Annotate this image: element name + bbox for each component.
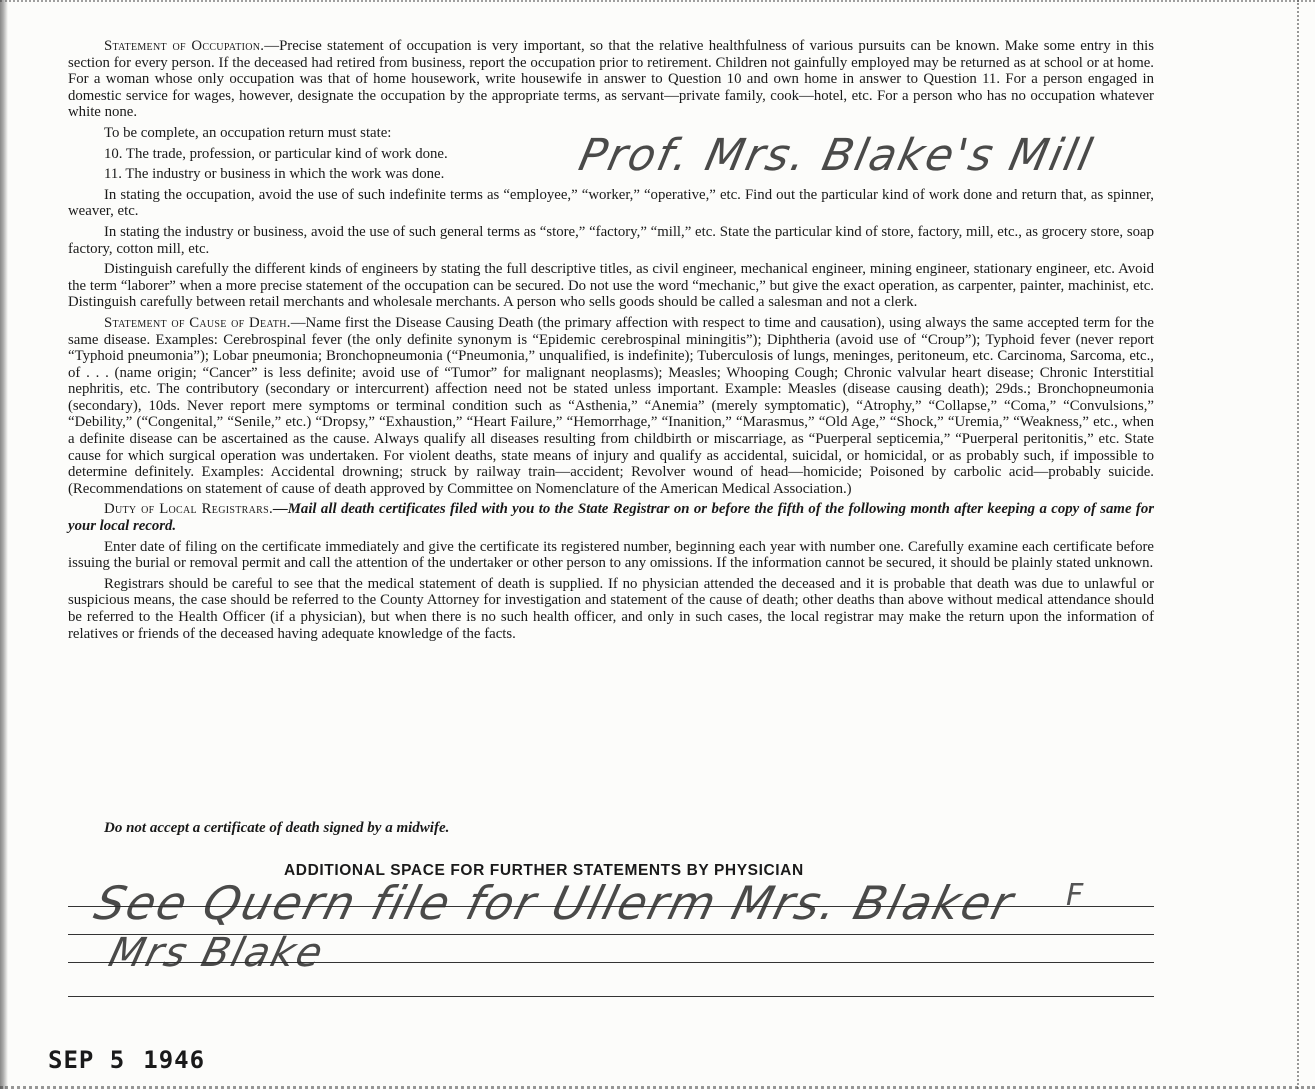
additional-space-heading: ADDITIONAL SPACE FOR FURTHER STATEMENTS BY PHYSICIAN (284, 862, 804, 879)
cause-heading: Statement of Cause of Death. (104, 314, 291, 331)
scan-top-edge (0, 0, 1315, 6)
medical-statement-paragraph: Registrars should be careful to see that the medical statement of death is supplied. If no physician attended the deceased and it is probable that death was due to unlawful or suspicious means, the case should be referred to the County Attorney for investigation and statement of the cause of death; other deaths than above without medical attendance should be referred to the Health Officer (if a physician), but when there is no such health officer, and only in such cases, the local registrar may make the return upon the information of relatives or friends of the deceased having adequate knowledge of the facts. (68, 575, 1154, 642)
occupation-paragraph: Statement of Occupation.—Precise statement of occupation is very important, so that the relative healthfulness of various pursuits can be known. Make some entry in this section for every person. If the deceased had retired from business, report the occupation prior to retirement. Children not gainfully employed may be returned as at school or at home. For a woman whose only occupation was that of home housework, write housewife in answer to Question 10 and own home in answer to Question 11. For a person engaged in domestic service for wages, however, designate the occupation by the appropriate terms, as servant—private family, cook—hotel, etc. For a person who has no occupation whatever white none. (68, 38, 1155, 121)
filing-paragraph: Enter date of filing on the certificate immediately and give the certificate its registered number, beginning each year with number one. Carefully examine each certificate before issuing the burial or removal permit and call the attention of the undertaker or other person to any omissions. If the information cannot be secured, it should be plainly stated unknown. (68, 538, 1154, 572)
handwritten-statement-1: See Quern file for Ullerm Mrs. Blaker (89, 876, 1021, 930)
occupation-terms-paragraph: In stating the occupation, avoid the use of such indefinite terms as “employee,” “worker,” “operative,” etc. Find out the particular kind of work done and return that, as spinner, weaver, etc. (68, 186, 1154, 220)
registrars-heading: Duty of Local Registrars. (104, 501, 273, 518)
midwife-note: Do not accept a certificate of death signed by a midwife. (104, 820, 450, 836)
industry-terms-paragraph: In stating the industry or business, avoid the use of such general terms as “store,” “factory,” “mill,” etc. State the particular kind of store, factory, mill, etc., as grocery store, soap factory, cotton mill, etc. (68, 223, 1154, 257)
scan-left-edge (0, 0, 8, 1089)
occupation-requirement: To be complete, an occupation return must state: (104, 124, 392, 141)
date-stamp (48, 1046, 223, 1074)
cause-of-death-paragraph: Statement of Cause of Death.—Name first the Disease Causing Death (the primary affection with respect to time and causation), using always the same accepted term for the same disease. Examples: Cerebrospinal fever (the only definite synonym is “Epidemic cerebrospinal miningitis”); Diphtheria (avoid use of “Croup”); Typhoid fever (never report “Typhoid pneumonia”); Lobar pneumonia; Bronchopneumonia (“Pneumonia,” unqualified, is indefinite); Tuberculosis of lungs, meninges, peritoneum, etc. Carcinoma, Sarcoma, etc., of . . . (name origin; “Cancer” is less definite; avoid use of “Tumor” for malignant neoplasms); Measles; Whooping Cough; Chronic valvular heart disease; Chronic Interstitial nephritis, etc. The contributory (secondary or intercurrent) affection need not be stated unless important. Example: Measles (disease causing death); 29ds.; Bronchopneumonia (secondary), 10ds. Never report mere symptoms or terminal condition such as “Asthenia,” “Anemia” (merely symptomatic), “Atrophy,” “Collapse,” “Coma,” “Convulsions,” “Debility,” (“Congenital,” “Senile,” etc.) “Dropsy,” “Exhaustion,” “Heart Failure,” “Hemorrhage,” “Inanition,” “Marasmus,” “Old Age,” “Shock,” “Uremia,” “Weakness,” etc., when a definite disease can be ascertained as the cause. Always qualify all diseases resulting from childbirth or miscarriage, as “Puerperal septicemia,” “Puerperal peritonitis,” etc. State cause for which surgical operation was undertaken. For violent deaths, state means of injury and qualify as accidental, suicidal, or homicidal, or as probably such, if impossible to determine definitely. Examples: Accidental drowning; struck by railway train—accident; Revolver wound of head—homicide; Poisoned by carbolic acid—probably suicide. (Recommendations on statement of cause of death approved by Committee on Nomenclature of the American Medical Association.) (68, 314, 1154, 497)
handwritten-statement-2: Mrs Blake (104, 930, 330, 976)
scan-right-edge (1297, 0, 1315, 1089)
registrars-paragraph: Duty of Local Registrars.—Mail all death certificates filed with you to the State Registrar on or before the fifth of the following month after keeping a copy of same for your local record. (68, 501, 1154, 535)
stamp-year: 1946 (143, 1046, 206, 1074)
handwritten-occupation: Prof. Mrs. Blake's Mill (574, 130, 1099, 181)
occupation-heading: Statement of Occupation. (104, 38, 265, 54)
handwritten-mark: F (1066, 878, 1086, 913)
question-11: 11. The industry or business in which the work was done. (104, 166, 445, 183)
scan-bottom-edge (0, 1076, 1315, 1089)
question-10: 10. The trade, profession, or particular kind of work done. (104, 145, 448, 162)
stamp-month-day: SEP 5 (48, 1046, 126, 1074)
writing-line-4 (68, 996, 1154, 997)
engineers-paragraph: Distinguish carefully the different kinds of engineers by stating the full descriptive titles, as civil engineer, mechanical engineer, mining engineer, stationary engineer, etc. Avoid the term “laborer” when a more precise statement of the occupation can be secured. Do not use the word “mechanic,” but give the exact operation, as carpenter, painter, machinist, etc. Distinguish carefully between retail merchants and wholesale merchants. A person who sells goods should be called a salesman and not a clerk. (68, 261, 1154, 311)
